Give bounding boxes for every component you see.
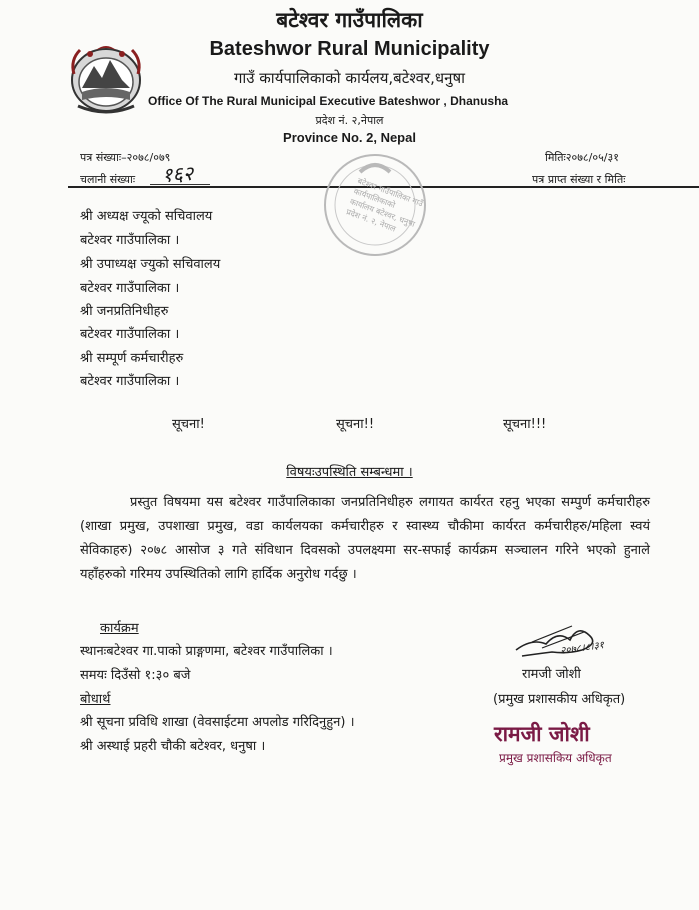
letter-date: मितिः२०७८/०५/३१ <box>545 151 619 164</box>
notice-heading: सूचना!! <box>336 417 375 432</box>
addressee-line: बटेश्वर गाउँपालिका । <box>80 233 180 248</box>
info-label: बोधार्थ <box>80 692 111 707</box>
dispatch-number-label: चलानी संख्याः <box>80 173 136 186</box>
signature-date: २०७८।८।३१ <box>559 639 605 657</box>
info-item: श्री सूचना प्रविधि शाखा (वेवसाईटमा अपलोड गरिदिनुहुन) । <box>80 715 355 730</box>
municipality-title-nepali: बटेश्वर गाउँपालिका <box>276 8 423 32</box>
program-time: समयः दिउँसो १:३० बजे <box>80 668 191 683</box>
name-stamp: रामजी जोशी <box>494 721 590 746</box>
body-paragraph: प्रस्तुत विषयमा यस बटेश्वर गाउँपालिकाका जनप्रतिनिधीहरु लगायत कार्यरत रहनु भएका सम्पुर्ण कर्मचारीहरु (शाखा प्रमुख, उपशाखा प्रमुख, वडा कार्यलयका कर्मचारीहरु र स्वास्थ्य चौकीमा कार्यरत कर्मचारीहरु/महिला स्वयं सेविकाहरु) २०७८ आसोज ३ गते संविधान दिवसको उपलक्ष्यमा सर-सफाई कार्यक्रम सञ्चालन गरिने भएको हुनाले यहाँहरुको गरिमय उपस्थितिको लागि हार्दिक अनुरोध गर्दछु । <box>80 495 650 582</box>
notice-heading: सूचना! <box>172 417 205 432</box>
addressee-line: श्री जनप्रतिनिधीहरु <box>80 304 169 319</box>
office-name-english: Office Of The Rural Municipal Executive Bateshwor , Dhanusha <box>148 94 509 108</box>
notice-heading: सूचना!!! <box>503 417 547 432</box>
signer-title: (प्रमुख प्रशासकीय अधिकृत) <box>493 692 626 707</box>
addressee-line: बटेश्वर गाउँपालिका । <box>80 374 180 389</box>
municipality-title-english: Bateshwor Rural Municipality <box>209 38 490 60</box>
title-stamp: प्रमुख प्रशासकिय अधिकृत <box>499 751 612 765</box>
addressee-line: बटेश्वर गाउँपालिका । <box>80 327 180 342</box>
seal-text: बटेश्वर गाउँपालिका गाउँ कार्यपालिकाको कार्यालय बटेश्वर, धनुषा प्रदेश नं. २, नेपाल <box>344 176 425 234</box>
dispatch-underline <box>150 184 210 185</box>
addressee-line: श्री अध्यक्ष ज्यूको सचिवालय <box>80 209 213 224</box>
addressee-line: श्री उपाध्यक्ष ज्युको सचिवालय <box>80 257 221 272</box>
signer-name: रामजी जोशी <box>522 667 581 682</box>
received-number-date: पत्र प्राप्त संख्या र मितिः <box>532 173 626 186</box>
subject-line <box>0 462 699 480</box>
program-label: कार्यक्रम <box>100 621 139 636</box>
office-name-nepali: गाउँ कार्यपालिकाको कार्यलय,बटेश्वर,धनुषा <box>233 69 466 87</box>
province-english: Province No. 2, Nepal <box>283 130 416 145</box>
addressee-line: श्री सम्पूर्ण कर्मचारीहरु <box>80 351 184 366</box>
subject-text: विषयःउपस्थिति सम्बन्धमा । <box>286 465 413 480</box>
program-place: स्थानःबटेश्वर गा.पाको प्राङ्गणमा, बटेश्वर गाउँपालिका । <box>80 644 333 659</box>
dispatch-number-handwritten: १६२ <box>161 160 195 188</box>
addressee-line: बटेश्वर गाउँपालिका । <box>80 281 180 296</box>
province-nepali: प्रदेश नं. २,नेपाल <box>315 114 384 127</box>
info-item: श्री अस्थाई प्रहरी चौकी बटेश्वर, धनुषा । <box>80 739 266 754</box>
handwritten-signature <box>512 614 632 664</box>
office-round-seal <box>320 150 430 260</box>
letter-number: पत्र संख्याः–२०७८/०७९ <box>80 151 171 164</box>
